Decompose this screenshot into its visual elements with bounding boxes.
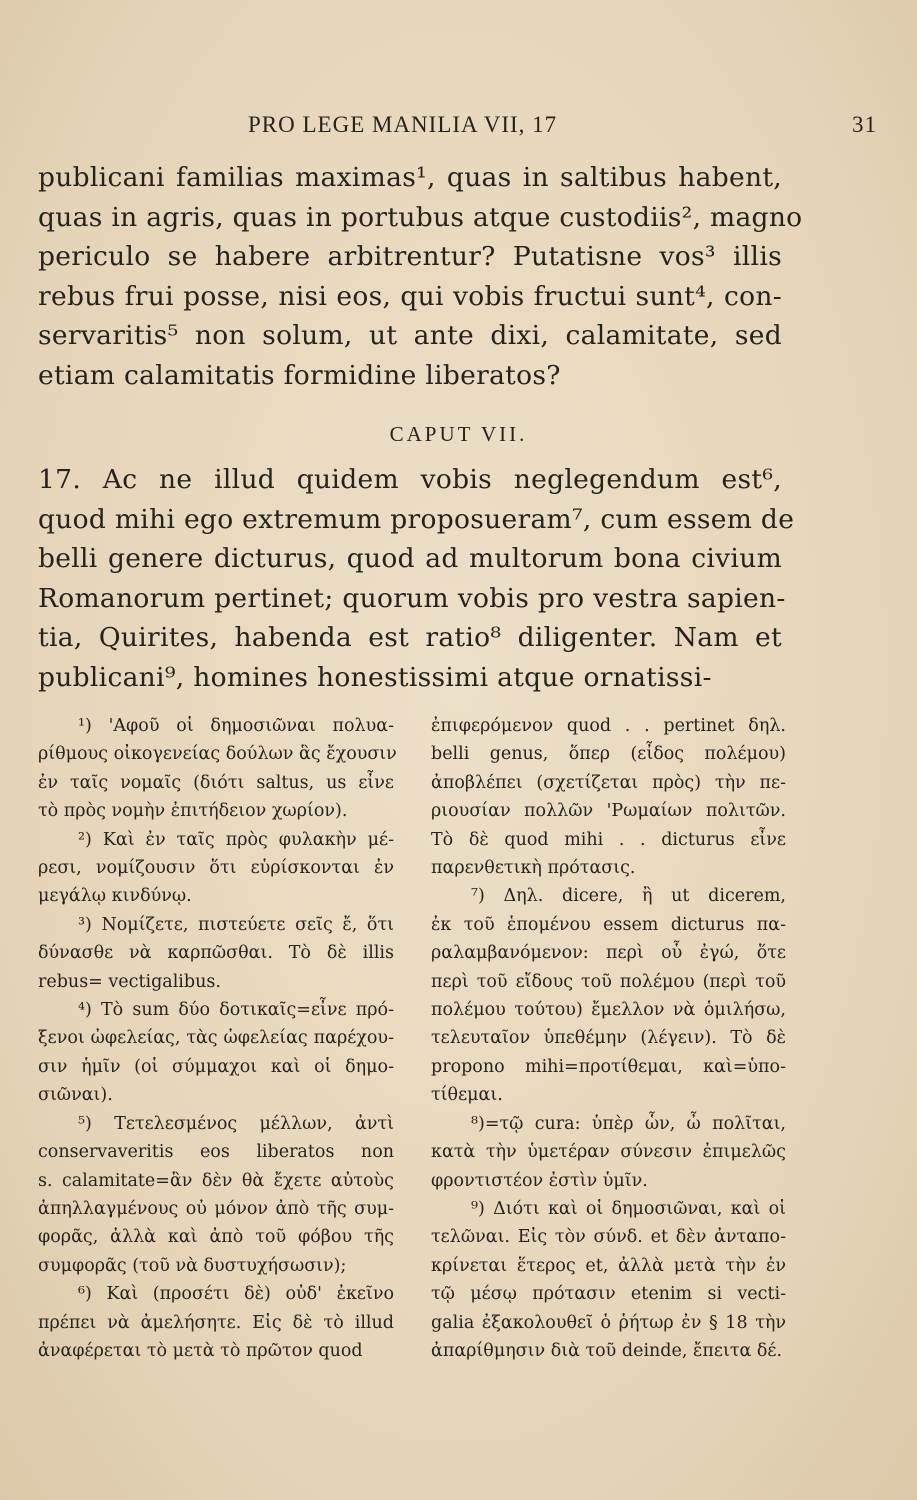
footnote-line: ἐπιφερόμενον quod . . pertinet δηλ.: [431, 716, 786, 736]
footnotes-left-column: [38, 712, 397, 1365]
text-line: Romanorum pertinet; quorum vobis pro vestra sapien-: [38, 582, 786, 614]
footnote-line: σιῶναι).: [38, 1085, 113, 1106]
footnote-line: ⁷) Δηλ. dicere, ἢ ut dicerem,: [471, 886, 786, 907]
footnote-line: ¹) 'Αφοῦ οἱ δημοσιῶναι πολυα-: [78, 716, 394, 736]
footnote-line: φροντιστέον ἐστὶν ὑμῖν.: [431, 1170, 648, 1191]
text-line: belli genere dicturus, quod ad multorum bona civium: [38, 543, 782, 574]
footnote-line: ρεσι, νομίζουσιν ὅτι εὑρίσκονται ἐν: [38, 858, 394, 879]
footnote-line: ραλαμβανόμενον: περὶ οὗ ἐγώ, ὅτε: [431, 943, 786, 964]
running-title: PRO LEGE MANILIA VII, 17: [248, 112, 558, 137]
footnote-line: τελευταῖον ὑπεθέμην (λέγειν). Τὸ δὲ: [431, 1028, 786, 1049]
footnote: [431, 712, 786, 882]
footnote-line: rebus= vectigalibus.: [38, 971, 221, 992]
footnote-line: σιν ἡμῖν (οἱ σύμμαχοι καὶ οἱ δημο-: [38, 1056, 394, 1077]
footnote-line: δύνασθε νὰ καρπῶσθαι. Τὸ δὲ illis: [38, 943, 394, 964]
chapter-heading: CAPUT VII.: [389, 422, 528, 446]
footnote-line: ⁶) Καὶ (προσέτι δὲ) οὐδ' ἐκεῖνο: [78, 1284, 394, 1305]
footnote-line: ἀπαρίθμησιν διὰ τοῦ deinde, ἔπειτα δέ.: [431, 1340, 783, 1361]
footnote-line: παρενθετικὴ πρότασις.: [431, 858, 636, 879]
footnote: [38, 911, 394, 996]
footnote-line: ἐκ τοῦ ἑπομένου essem dicturus πα-: [431, 914, 786, 935]
footnote-line: ἐν ταῖς νομαῖς (διότι saltus, us εἶνε: [38, 772, 394, 793]
footnote-line: μεγάλῳ κινδύνῳ.: [38, 886, 192, 907]
footnote-line: conservaveritis eos liberatos non: [38, 1142, 394, 1163]
text-line: servaritis⁵ non solum, ut ante dixi, calamitate, sed: [38, 320, 782, 351]
footnote-line: ριουσίαν πολλῶν 'Ρωμαίων πολιτῶν.: [431, 801, 786, 822]
footnote-line: belli genus, ὅπερ (εἶδος πολέμου): [431, 744, 786, 765]
text-line: publicani familias maximas¹, quas in saltibus habent,: [38, 162, 782, 193]
footnote: [38, 1280, 394, 1365]
footnote-line: Τὸ δὲ quod mihi . . dicturus εἶνε: [431, 829, 786, 850]
footnote: [38, 826, 394, 911]
running-header: [38, 112, 877, 146]
text-line: 17. Ac ne illud quidem vobis neglegendum est⁶,: [38, 464, 782, 495]
footnote-line: τῷ μέσῳ πρότασιν etenim si vecti-: [431, 1284, 786, 1305]
footnote: [431, 882, 786, 1109]
footnote-line: ⁹) Διότι καὶ οἱ δημοσιῶναι, καὶ οἱ: [471, 1198, 786, 1219]
footnote-line: s. calamitate=ἂν δὲν θὰ ἔχετε αὐτοὺς: [38, 1170, 394, 1191]
footnote: [38, 712, 397, 826]
text-line: tia, Quirites, habenda est ratio⁸ diligenter. Nam et: [38, 622, 782, 653]
footnote-line: ⁴) Τὸ sum δύο δοτικαῖς=εἶνε πρό-: [78, 1000, 394, 1021]
footnote-line: ρίθμους οἰκογενείας δούλων ἃς ἔχουσιν: [38, 744, 397, 765]
footnote-line: ἀπηλλαγμένους οὐ μόνον ἀπὸ τῆς συμ-: [38, 1198, 394, 1219]
footnote: [431, 1110, 786, 1195]
footnote-line: συμφορᾶς (τοῦ νὰ δυστυχήσωσιν);: [38, 1255, 347, 1276]
footnote-line: τὸ πρὸς νομὴν ἐπιτήδειον χωρίον).: [38, 801, 348, 822]
footnote-line: ξενοι ὠφελείας, τὰς ὠφελείας παρέχου-: [38, 1028, 394, 1049]
footnotes-right-column: [431, 712, 786, 1365]
footnote-line: φορᾶς, ἀλλὰ καὶ ἀπὸ τοῦ φόβου τῆς: [38, 1227, 394, 1248]
footnote-line: ἀναφέρεται τὸ μετὰ τὸ πρῶτον quod: [38, 1340, 363, 1361]
main-text-top: [38, 158, 803, 395]
footnote-line: πολέμου τούτου) ἔμελλον νὰ ὁμιλήσω,: [431, 1000, 786, 1021]
main-text-section: [38, 460, 795, 697]
footnote-line: πρέπει νὰ ἀμελήσητε. Εἰς δὲ τὸ illud: [38, 1312, 394, 1333]
footnote-line: ⁸)=τῷ cura: ὑπὲρ ὧν, ὦ πολῖται,: [471, 1113, 786, 1134]
footnote-line: κρίνεται ἕτερος et, ἀλλὰ μετὰ τὴν ἐν: [431, 1255, 786, 1276]
footnote-line: ⁵) Τετελεσμένος μέλλων, ἀντὶ: [78, 1113, 394, 1134]
page-number: 31: [852, 112, 877, 137]
footnote-line: τελῶναι. Εἰς τὸν σύνδ. et δὲν ἀνταπο-: [431, 1227, 786, 1248]
text-line: rebus frui posse, nisi eos, qui vobis fructui sunt⁴, con-: [38, 280, 782, 312]
footnote-line: περὶ τοῦ εἴδους τοῦ πολέμου (περὶ τοῦ: [431, 971, 786, 992]
footnote-line: galia ἐξακολουθεῖ ὁ ῥήτωρ ἐν § 18 τὴν: [431, 1312, 786, 1333]
footnote: [431, 1195, 786, 1365]
text-line: quod mihi ego extremum proposueram⁷, cum essem de: [38, 503, 795, 535]
text-line: publicani⁹, homines honestissimi atque ornatissi-: [38, 661, 712, 693]
footnote-line: ³) Νομίζετε, πιστεύετε σεῖς ἔ, ὅτι: [78, 914, 394, 935]
footnote-line: propono mihi=προτίθεμαι, καὶ=ὑπο-: [431, 1056, 786, 1077]
footnote-line: κατὰ τὴν ὑμετέραν σύνεσιν ἐπιμελῶς: [431, 1142, 786, 1163]
footnote-line: ²) Καὶ ἐν ταῖς πρὸς φυλακὴν μέ-: [78, 829, 394, 850]
footnote: [38, 1110, 394, 1280]
footnote: [38, 996, 394, 1110]
text-line: etiam calamitatis formidine liberatos?: [38, 359, 561, 391]
footnote-line: ἀποβλέπει (σχετίζεται πρὸς) τὴν πε-: [431, 772, 786, 793]
text-line: quas in agris, quas in portubus atque custodiis², magno: [38, 201, 803, 233]
text-line: periculo se habere arbitrentur? Putatisne vos³ illis: [38, 241, 782, 272]
footnote-line: τίθεμαι.: [431, 1085, 503, 1106]
